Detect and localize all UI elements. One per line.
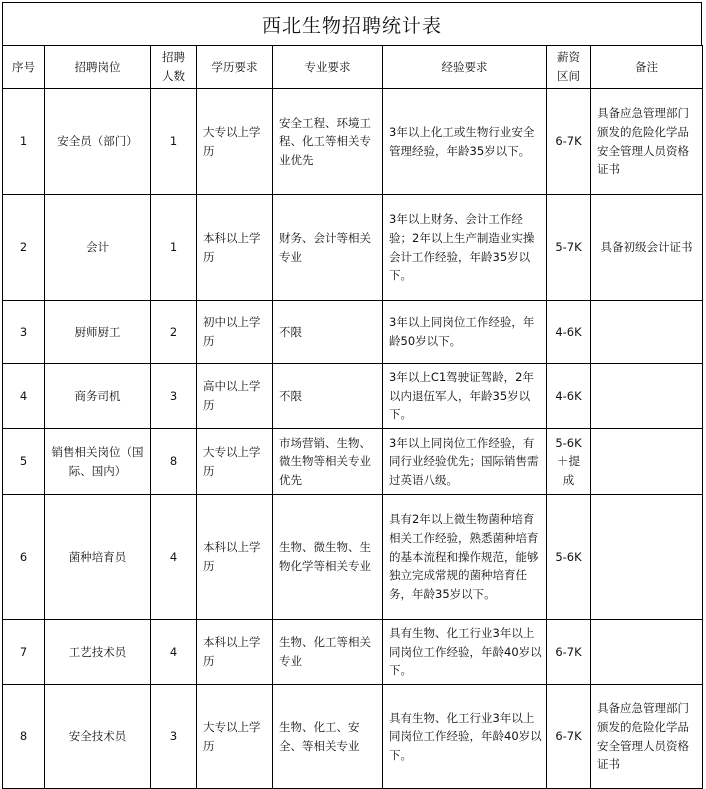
- cell-education: 本科以上学历: [197, 620, 273, 685]
- cell-remark: [591, 495, 703, 620]
- cell-remark: 具备应急管理部门颁发的危险化学品安全管理人员资格证书: [591, 89, 703, 195]
- cell-count: 1: [151, 89, 197, 195]
- cell-remark: 具备初级会计证书: [591, 195, 703, 301]
- cell-count: 4: [151, 620, 197, 685]
- cell-salary: 4-6K: [547, 301, 591, 364]
- recruitment-sheet: [2, 2, 702, 789]
- header-count: 招聘人数: [151, 46, 197, 89]
- cell-count: 3: [151, 364, 197, 429]
- cell-education: 大专以上学历: [197, 685, 273, 789]
- header-experience: 经验要求: [383, 46, 547, 89]
- cell-salary: 6-7K: [547, 89, 591, 195]
- header-major: 专业要求: [273, 46, 383, 89]
- cell-position: 厨师厨工: [45, 301, 151, 364]
- cell-major: 不限: [273, 364, 383, 429]
- cell-position: 菌种培育员: [45, 495, 151, 620]
- cell-major: 财务、会计等相关专业: [273, 195, 383, 301]
- cell-position: 工艺技术员: [45, 620, 151, 685]
- header-education: 学历要求: [197, 46, 273, 89]
- table-row: [3, 301, 703, 364]
- cell-count: 1: [151, 195, 197, 301]
- cell-remark: [591, 429, 703, 495]
- cell-count: 8: [151, 429, 197, 495]
- cell-major: 市场营销、生物、微生物等相关专业优先: [273, 429, 383, 495]
- cell-salary: 6-7K: [547, 685, 591, 789]
- cell-count: 4: [151, 495, 197, 620]
- cell-no: 6: [3, 495, 45, 620]
- cell-major: 不限: [273, 301, 383, 364]
- cell-no: 7: [3, 620, 45, 685]
- cell-experience: 3年以上同岗位工作经验，年龄50岁以下。: [383, 301, 547, 364]
- cell-education: 大专以上学历: [197, 429, 273, 495]
- cell-experience: 具有2年以上微生物菌种培育相关工作经验，熟悉菌种培育的基本流程和操作规范，能够独立完成常规的菌种培育任务，年龄35岁以下。: [383, 495, 547, 620]
- cell-no: 8: [3, 685, 45, 789]
- cell-experience: 3年以上财务、会计工作经验；2年以上生产制造业实操会计工作经验，年龄35岁以下。: [383, 195, 547, 301]
- header-no: 序号: [3, 46, 45, 89]
- cell-count: 3: [151, 685, 197, 789]
- table-row: [3, 429, 703, 495]
- cell-education: 高中以上学历: [197, 364, 273, 429]
- cell-remark: 具备应急管理部门颁发的危险化学品安全管理人员资格证书: [591, 685, 703, 789]
- cell-major: 安全工程、环境工程、化工等相关专业优先: [273, 89, 383, 195]
- header-row: [3, 46, 703, 89]
- header-remark: 备注: [591, 46, 703, 89]
- table-row: [3, 364, 703, 429]
- cell-salary: 5-7K: [547, 195, 591, 301]
- cell-position: 销售相关岗位（国际、国内）: [45, 429, 151, 495]
- cell-experience: 具有生物、化工行业3年以上同岗位工作经验，年龄40岁以下。: [383, 685, 547, 789]
- cell-no: 1: [3, 89, 45, 195]
- cell-no: 5: [3, 429, 45, 495]
- cell-salary: 4-6K: [547, 364, 591, 429]
- cell-experience: 3年以上同岗位工作经验，有同行业经验优先；国际销售需过英语八级。: [383, 429, 547, 495]
- table-row: [3, 195, 703, 301]
- cell-experience: 具有生物、化工行业3年以上同岗位工作经验，年龄40岁以下。: [383, 620, 547, 685]
- table-row: [3, 89, 703, 195]
- sheet-title: 西北生物招聘统计表: [2, 2, 702, 45]
- cell-remark: [591, 301, 703, 364]
- cell-major: 生物、化工等相关专业: [273, 620, 383, 685]
- cell-count: 2: [151, 301, 197, 364]
- cell-salary: 5-6K: [547, 495, 591, 620]
- recruitment-table: [2, 45, 703, 789]
- cell-major: 生物、微生物、生物化学等相关专业: [273, 495, 383, 620]
- header-salary: 薪资区间: [547, 46, 591, 89]
- cell-position: 安全技术员: [45, 685, 151, 789]
- cell-major: 生物、化工、安全、等相关专业: [273, 685, 383, 789]
- cell-salary: 5-6K＋提成: [547, 429, 591, 495]
- cell-position: 商务司机: [45, 364, 151, 429]
- cell-position: 会计: [45, 195, 151, 301]
- cell-remark: [591, 620, 703, 685]
- cell-education: 大专以上学历: [197, 89, 273, 195]
- cell-salary: 6-7K: [547, 620, 591, 685]
- cell-education: 本科以上学历: [197, 495, 273, 620]
- table-row: [3, 685, 703, 789]
- cell-no: 4: [3, 364, 45, 429]
- cell-position: 安全员（部门）: [45, 89, 151, 195]
- cell-no: 2: [3, 195, 45, 301]
- cell-no: 3: [3, 301, 45, 364]
- cell-education: 本科以上学历: [197, 195, 273, 301]
- cell-experience: 3年以上C1驾驶证驾龄，2年以内退伍军人，年龄35岁以下。: [383, 364, 547, 429]
- table-row: [3, 495, 703, 620]
- cell-education: 初中以上学历: [197, 301, 273, 364]
- cell-experience: 3年以上化工或生物行业安全管理经验，年龄35岁以下。: [383, 89, 547, 195]
- cell-remark: [591, 364, 703, 429]
- header-position: 招聘岗位: [45, 46, 151, 89]
- table-row: [3, 620, 703, 685]
